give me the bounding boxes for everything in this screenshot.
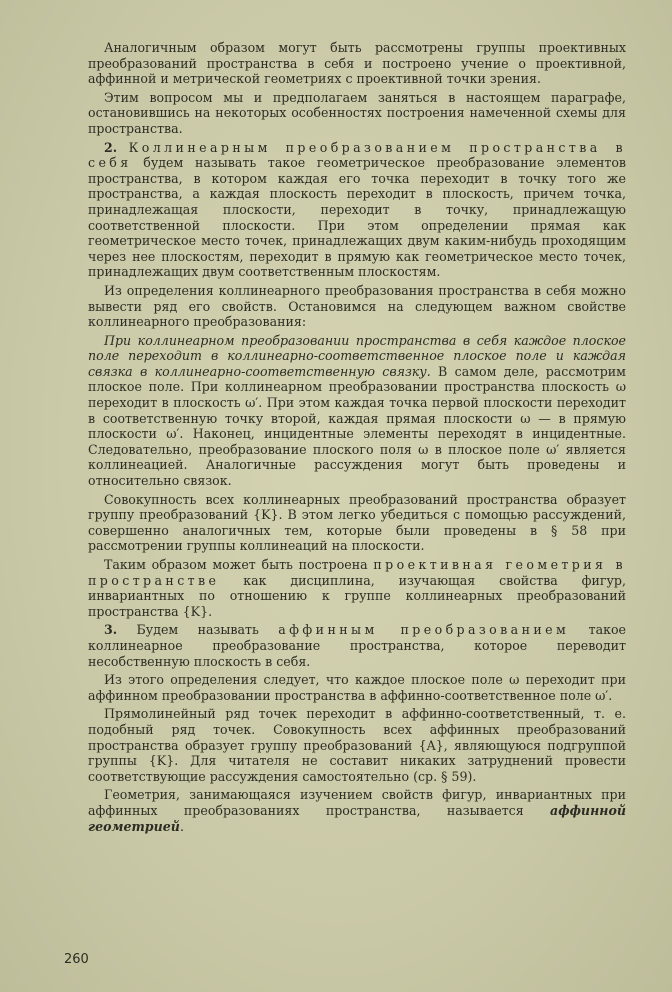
paragraph-6: Совокупность всех коллинеарных преобразований пространства образует группу преобразований {K}. В этом легко убедиться с помощью рассуждений, совершенно аналогичных тем, которые были проведены в § 58 при рассмотрении группы коллинеаций на плоскости. (88, 491, 626, 554)
defined-term: проективная геометрия в пространстве (88, 557, 626, 588)
paragraph-10: Прямолинейный ряд точек переходит в аффинно-соответственный, т. е. подобный ряд точек. Совокупность всех аффинных преобразований пространства образует группу преобразований {A}, являющуюся подгруппой группы {K}. Для читателя не составит никаких затруднений провести соответствующие рассуждения самостоятельно (ср. § 59). (88, 706, 626, 784)
defined-term: Коллинеарным преобразованием пространства в себя (88, 139, 626, 171)
paragraph-text: будем называть такое геометрическое преобразование элементов пространства, в котором каждая его точка переходит в точку того же пространства, а каждая плоскость переходит в плоскость, причем точка, принадлежащая плоскости, переходит в точку, принадлежащую соответственной плоскости. При этом определении прямая как геометрическое место точек, принадлежащих двум каким-нибудь проходящим через нее плоскостям, переходит в прямую как геометрическое место точек, принадлежащих двум соответственным плоскостям. (88, 155, 626, 280)
paragraph-11 (88, 787, 626, 834)
paragraph-5 (88, 333, 626, 489)
defined-term: аффинным преобразованием (278, 622, 570, 638)
paragraph-7 (88, 557, 626, 619)
theorem-statement: При коллинеарном преобразовании пространства в себя каждое плоское поле переходит в коллинеарно-соответственное плоское поле и каждая связка в коллинеарно-соответственную связку. (88, 332, 626, 379)
paragraph-text: такое коллинеарное преобразование пространства, которое переводит несобственную плоскость в себя. (88, 622, 626, 669)
paragraph-1: Аналогичным образом могут быть рассмотрены группы проективных преобразований пространства в себя и построено учение о проективной, аффинной и метрической геометриях с проективной точки зрения. (88, 40, 626, 87)
paragraph-9: Из этого определения следует, что каждое плоское поле ω переходит при аффинном преобразовании пространства в аффинно-соответственное поле ω′. (88, 672, 626, 703)
page-body (88, 40, 626, 837)
paragraph-4: Из определения коллинеарного преобразования пространства в себя можно вывести ряд его свойств. Остановимся на следующем важном свойстве коллинеарного преобразования: (88, 282, 626, 330)
defined-term: аффинной геометрией (88, 802, 626, 834)
paragraph-text: Будем называть (117, 622, 279, 638)
paragraph-end: . (179, 818, 184, 834)
paragraph-2: Этим вопросом мы и предполагаем заняться в настоящем параграфе, остановившись на некоторых особенностях построения намеченной схемы для пространства. (88, 89, 626, 136)
paragraph-8 (88, 622, 626, 669)
paragraph-3 (88, 140, 626, 280)
page-number: 260 (64, 952, 89, 967)
paragraph-text: В самом деле, рассмотрим плоское поле. При коллинеарном преобразовании пространства плоскость ω переходит в плоскость ω′. При этом каждая точка первой плоскости переходит в соответственную точку второй, каждая прямая плоскости ω — в прямую плоскости ω′. Наконец, инцидентные элементы переходят в инцидентные. Следовательно, преобразование плоского поля ω в плоское поле ω′ является коллинеацией. Аналогичные рассуждения могут быть проведены и относительно связок. (88, 363, 626, 489)
item-number: 3. (104, 622, 118, 638)
paragraph-text: Геометрия, занимающаяся изучением свойств фигур, инвариантных при аффинных преобразованиях пространства, называется (88, 787, 626, 818)
item-number: 2. (104, 139, 118, 155)
paragraph-text: Таким образом может быть построена (104, 557, 374, 572)
paragraph-text: как дисциплина, изучающая свойства фигур, инвариантных по отношению к группе коллинеарных преобразований пространства {K}. (88, 572, 626, 619)
